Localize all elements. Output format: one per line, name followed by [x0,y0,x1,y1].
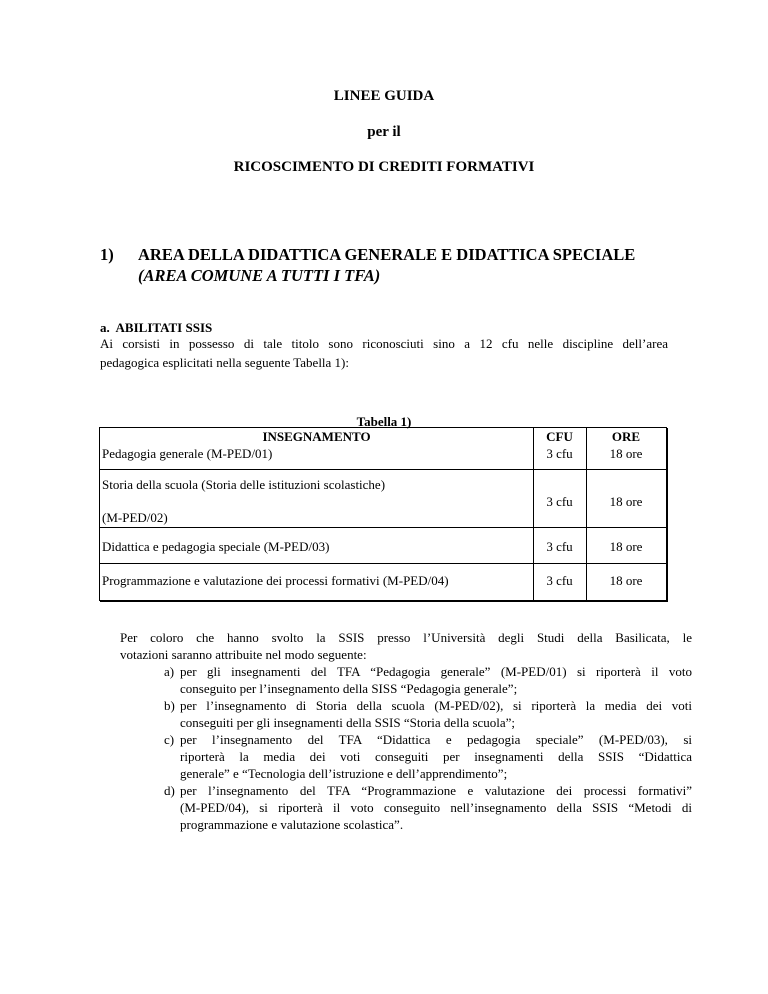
table-divider [100,527,666,528]
list-item-line: per l’insegnamento del TFA “Programmazione e valutazione dei processi formativi” [180,783,692,798]
table-cell-cfu: 3 cfu [546,573,573,588]
list-item-text [180,782,692,833]
table-divider [100,469,666,470]
paragraph-line: Ai corsisti in possesso di tale titolo sono riconosciuti sino a 12 cfu nelle discipline dell’area [100,336,668,351]
list-item-line: (M-PED/04), si riporterà il voto conseguito nell’insegnamento della SSIS “Metodi di [180,800,692,815]
list-marker: a) [164,664,175,679]
list-marker: c) [164,732,175,747]
section-title: AREA DELLA DIDATTICA GENERALE E DIDATTICA SPECIALE [138,245,636,264]
list-item [164,697,692,731]
document-title: LINEE GUIDA [333,88,435,104]
list-item [164,663,692,697]
paragraph-line: pedagogica esplicitati nella seguente Tabella 1): [100,355,349,370]
section-number: 1) [100,245,114,264]
list-item [164,782,692,833]
table-header-ore: ORE [611,429,641,444]
table-cell-ore: 18 ore [609,539,643,554]
document-title-per-il: per il [367,124,401,140]
list-item-line: generale” e “Tecnologia dell’istruzione e dell’apprendimento”; [180,766,508,781]
table-header-cfu: CFU [546,429,573,444]
table-cell-cfu: 3 cfu [546,446,573,461]
list-item-line: riporterà la media dei voti conseguiti per insegnamenti della SSIS “Didattica [180,749,692,764]
table-caption: Tabella 1) [356,414,412,429]
credits-table [99,427,667,601]
list-item-text [180,697,692,731]
table-cell-cfu: 3 cfu [546,539,573,554]
table-cell-ore: 18 ore [609,494,643,509]
table-cell-insegnamento: Pedagogia generale (M-PED/01) [102,446,273,461]
notes-intro-line: Per coloro che hanno svolto la SSIS presso l’Università degli Studi della Basilicata, le [120,630,692,645]
table-cell-cfu: 3 cfu [546,494,573,509]
list-item-text [180,663,692,697]
list-item [164,731,692,782]
notes-intro [120,629,692,663]
list-marker: d) [164,783,175,798]
list-item-line: per l’insegnamento di Storia della scuola (M-PED/02), si riporterà la media dei voti [180,698,692,713]
notes-intro-line: votazioni saranno attribuite nel modo seguente: [120,647,367,662]
table-cell-ore: 18 ore [609,446,643,461]
table-cell-ore: 18 ore [609,573,643,588]
document-subtitle: RICOSCIMENTO DI CREDITI FORMATIVI [233,159,535,175]
table-cell-insegnamento-cont: (M-PED/02) [102,510,168,525]
list-item-line: conseguito per l’insegnamento della SISS “Pedagogia generale”; [180,681,518,696]
list-item-line: programmazione e valutazione scolastica”. [180,817,404,832]
table-cell-insegnamento: Didattica e pedagogia speciale (M-PED/03) [102,539,330,554]
list-item-line: per l’insegnamento del TFA “Didattica e pedagogia speciale” (M-PED/03), si [180,732,692,747]
table-header-insegnamento: INSEGNAMENTO [262,429,371,444]
subsection-paragraph [100,334,668,372]
list-marker: b) [164,698,175,713]
subsection-heading: a. ABILITATI SSIS [100,320,213,335]
table-cell-insegnamento: Storia della scuola (Storia delle istituzioni scolastiche) [102,477,386,492]
grading-notes [120,629,692,833]
section-subtitle: (AREA COMUNE A TUTTI I TFA) [138,266,381,285]
list-item-text [180,731,692,782]
table-divider [100,563,666,564]
list-item-line: per gli insegnamenti del TFA “Pedagogia generale” (M-PED/01) si riporterà il voto [180,664,692,679]
table-cell-insegnamento: Programmazione e valutazione dei processi formativi (M-PED/04) [102,573,449,588]
list-item-line: conseguiti per gli insegnamenti della SSIS “Storia della scuola”; [180,715,516,730]
